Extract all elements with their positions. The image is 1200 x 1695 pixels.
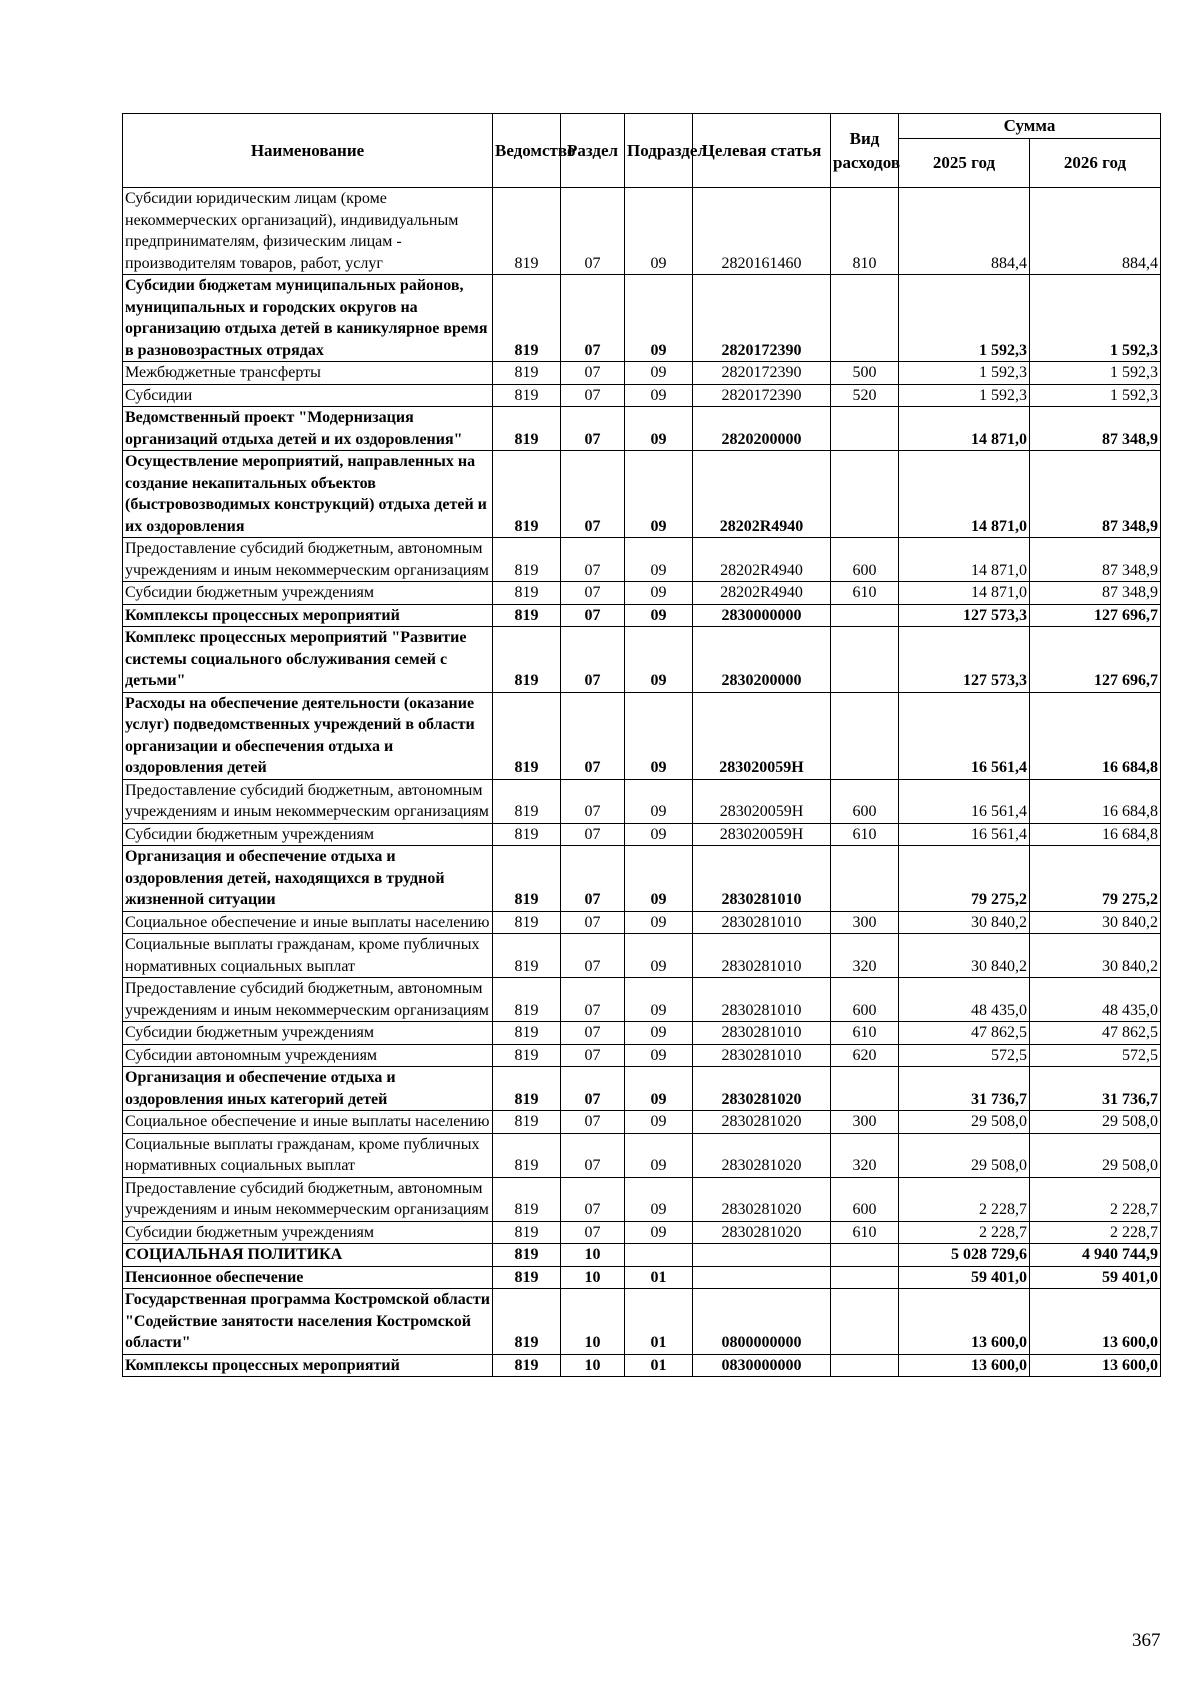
cell-name: Предоставление субсидий бюджетным, автономным учреждениям и иным некоммерческим организациям xyxy=(123,538,493,582)
cell-section: 10 xyxy=(561,1244,625,1267)
cell-sum-2026: 16 684,8 xyxy=(1030,779,1161,823)
cell-sum-2025: 47 862,5 xyxy=(899,1022,1030,1045)
cell-sum-2026: 30 840,2 xyxy=(1030,911,1161,934)
table-row xyxy=(123,1133,1161,1177)
cell-name: Организация и обеспечение отдыха и оздоровления детей, находящихся в трудной жизненной ситуации xyxy=(123,846,493,912)
cell-exp-type: 600 xyxy=(831,538,899,582)
table-row xyxy=(123,1289,1161,1355)
header-exp-type: Вид расходов xyxy=(831,114,899,188)
cell-dept: 819 xyxy=(493,911,561,934)
cell-dept: 819 xyxy=(493,823,561,846)
cell-exp-type: 600 xyxy=(831,1177,899,1221)
cell-name: Ведомственный проект "Модернизация организаций отдыха детей и их оздоровления" xyxy=(123,407,493,451)
cell-exp-type xyxy=(831,1067,899,1111)
cell-target: 2820172390 xyxy=(693,384,831,407)
table-row xyxy=(123,1266,1161,1289)
cell-exp-type: 620 xyxy=(831,1044,899,1067)
cell-target: 2830200000 xyxy=(693,627,831,693)
cell-sum-2025: 1 592,3 xyxy=(899,275,1030,362)
cell-target: 2820172390 xyxy=(693,362,831,385)
cell-exp-type xyxy=(831,451,899,538)
cell-target xyxy=(693,1244,831,1267)
cell-dept: 819 xyxy=(493,1022,561,1045)
table-row xyxy=(123,1044,1161,1067)
cell-exp-type: 320 xyxy=(831,934,899,978)
cell-subsection: 09 xyxy=(625,1133,693,1177)
cell-exp-type xyxy=(831,604,899,627)
cell-exp-type: 500 xyxy=(831,362,899,385)
header-name: Наименование xyxy=(123,114,493,188)
cell-name: Расходы на обеспечение деятельности (оказание услуг) подведомственных учреждений в области организации и обеспечения отдыха и оздоровления детей xyxy=(123,692,493,779)
cell-target: 28202R4940 xyxy=(693,582,831,605)
cell-sum-2025: 572,5 xyxy=(899,1044,1030,1067)
cell-exp-type xyxy=(831,1244,899,1267)
cell-section: 07 xyxy=(561,1044,625,1067)
budget-table-container xyxy=(122,113,1160,1377)
table-row xyxy=(123,582,1161,605)
cell-name: Субсидии автономным учреждениям xyxy=(123,1044,493,1067)
cell-dept: 819 xyxy=(493,934,561,978)
cell-dept: 819 xyxy=(493,978,561,1022)
cell-target: 2830281010 xyxy=(693,934,831,978)
cell-name: Межбюджетные трансферты xyxy=(123,362,493,385)
cell-target: 2830281010 xyxy=(693,846,831,912)
cell-target: 2830281020 xyxy=(693,1111,831,1134)
cell-subsection: 09 xyxy=(625,911,693,934)
cell-sum-2026: 31 736,7 xyxy=(1030,1067,1161,1111)
cell-target: 0800000000 xyxy=(693,1289,831,1355)
cell-section: 07 xyxy=(561,604,625,627)
cell-name: Субсидии бюджетным учреждениям xyxy=(123,823,493,846)
cell-section: 07 xyxy=(561,978,625,1022)
cell-exp-type xyxy=(831,1289,899,1355)
cell-target: 2830281020 xyxy=(693,1067,831,1111)
cell-sum-2026: 4 940 744,9 xyxy=(1030,1244,1161,1267)
cell-exp-type: 300 xyxy=(831,911,899,934)
cell-subsection xyxy=(625,1244,693,1267)
cell-sum-2025: 2 228,7 xyxy=(899,1221,1030,1244)
cell-sum-2026: 13 600,0 xyxy=(1030,1289,1161,1355)
cell-dept: 819 xyxy=(493,1289,561,1355)
cell-subsection: 01 xyxy=(625,1289,693,1355)
cell-sum-2025: 29 508,0 xyxy=(899,1133,1030,1177)
cell-sum-2026: 59 401,0 xyxy=(1030,1266,1161,1289)
cell-target: 2830281010 xyxy=(693,1044,831,1067)
cell-dept: 819 xyxy=(493,538,561,582)
table-row xyxy=(123,779,1161,823)
cell-sum-2025: 16 561,4 xyxy=(899,823,1030,846)
cell-name: Предоставление субсидий бюджетным, автономным учреждениям и иным некоммерческим организациям xyxy=(123,1177,493,1221)
cell-subsection: 09 xyxy=(625,451,693,538)
cell-target: 283020059H xyxy=(693,779,831,823)
cell-name: Субсидии xyxy=(123,384,493,407)
cell-target: 2830281020 xyxy=(693,1177,831,1221)
table-row xyxy=(123,1177,1161,1221)
cell-section: 07 xyxy=(561,911,625,934)
cell-dept: 819 xyxy=(493,1266,561,1289)
cell-exp-type: 300 xyxy=(831,1111,899,1134)
cell-sum-2025: 127 573,3 xyxy=(899,627,1030,693)
cell-sum-2026: 572,5 xyxy=(1030,1044,1161,1067)
cell-target: 2820200000 xyxy=(693,407,831,451)
cell-sum-2026: 16 684,8 xyxy=(1030,823,1161,846)
cell-sum-2025: 14 871,0 xyxy=(899,451,1030,538)
cell-name: Субсидии бюджетам муниципальных районов, муниципальных и городских округов на организацию отдыха детей в каникулярное время в разновозрастных отрядах xyxy=(123,275,493,362)
table-header xyxy=(123,114,1161,188)
cell-dept: 819 xyxy=(493,275,561,362)
table-row xyxy=(123,1244,1161,1267)
cell-subsection: 09 xyxy=(625,582,693,605)
cell-exp-type: 600 xyxy=(831,779,899,823)
cell-target: 2830281020 xyxy=(693,1221,831,1244)
cell-exp-type xyxy=(831,1354,899,1377)
table-row xyxy=(123,538,1161,582)
table-row xyxy=(123,451,1161,538)
cell-dept: 819 xyxy=(493,1244,561,1267)
cell-section: 07 xyxy=(561,1177,625,1221)
cell-section: 07 xyxy=(561,582,625,605)
cell-sum-2025: 2 228,7 xyxy=(899,1177,1030,1221)
cell-exp-type: 520 xyxy=(831,384,899,407)
cell-name: Государственная программа Костромской области "Содействие занятости населения Костромской области" xyxy=(123,1289,493,1355)
table-body xyxy=(123,188,1161,1377)
cell-name: Организация и обеспечение отдыха и оздоровления иных категорий детей xyxy=(123,1067,493,1111)
cell-sum-2025: 30 840,2 xyxy=(899,911,1030,934)
cell-target: 283020059H xyxy=(693,692,831,779)
cell-dept: 819 xyxy=(493,1221,561,1244)
cell-sum-2026: 884,4 xyxy=(1030,188,1161,275)
cell-subsection: 01 xyxy=(625,1354,693,1377)
cell-subsection: 09 xyxy=(625,1221,693,1244)
cell-sum-2025: 13 600,0 xyxy=(899,1289,1030,1355)
cell-section: 10 xyxy=(561,1266,625,1289)
cell-sum-2026: 87 348,9 xyxy=(1030,451,1161,538)
cell-sum-2026: 29 508,0 xyxy=(1030,1133,1161,1177)
cell-name: Осуществление мероприятий, направленных на создание некапитальных объектов (быстровозводимых конструкций) отдыха детей и их оздоровления xyxy=(123,451,493,538)
cell-section: 07 xyxy=(561,275,625,362)
cell-section: 07 xyxy=(561,362,625,385)
cell-subsection: 09 xyxy=(625,1067,693,1111)
cell-target: 28202R4940 xyxy=(693,538,831,582)
cell-name: Социальное обеспечение и иные выплаты населению xyxy=(123,911,493,934)
cell-section: 07 xyxy=(561,823,625,846)
cell-name: Пенсионное обеспечение xyxy=(123,1266,493,1289)
cell-sum-2026: 1 592,3 xyxy=(1030,384,1161,407)
cell-sum-2025: 16 561,4 xyxy=(899,692,1030,779)
cell-target: 2830000000 xyxy=(693,604,831,627)
cell-exp-type xyxy=(831,692,899,779)
cell-sum-2025: 1 592,3 xyxy=(899,384,1030,407)
cell-subsection: 09 xyxy=(625,823,693,846)
table-row xyxy=(123,407,1161,451)
cell-dept: 819 xyxy=(493,846,561,912)
cell-sum-2025: 31 736,7 xyxy=(899,1067,1030,1111)
cell-section: 10 xyxy=(561,1289,625,1355)
cell-sum-2026: 2 228,7 xyxy=(1030,1221,1161,1244)
cell-subsection: 09 xyxy=(625,407,693,451)
cell-subsection: 01 xyxy=(625,1266,693,1289)
cell-subsection: 09 xyxy=(625,1177,693,1221)
cell-target: 0830000000 xyxy=(693,1354,831,1377)
cell-sum-2026: 87 348,9 xyxy=(1030,407,1161,451)
cell-name: СОЦИАЛЬНАЯ ПОЛИТИКА xyxy=(123,1244,493,1267)
cell-name: Субсидии бюджетным учреждениям xyxy=(123,1221,493,1244)
cell-section: 07 xyxy=(561,627,625,693)
cell-dept: 819 xyxy=(493,1111,561,1134)
cell-sum-2025: 14 871,0 xyxy=(899,538,1030,582)
cell-subsection: 09 xyxy=(625,1022,693,1045)
cell-name: Субсидии юридическим лицам (кроме некоммерческих организаций), индивидуальным предпринимателям, физическим лицам - производителям товаров, работ, услуг xyxy=(123,188,493,275)
table-row xyxy=(123,1354,1161,1377)
cell-section: 07 xyxy=(561,692,625,779)
header-section: Раздел xyxy=(561,114,625,188)
cell-sum-2026: 87 348,9 xyxy=(1030,538,1161,582)
cell-subsection: 09 xyxy=(625,1044,693,1067)
table-row xyxy=(123,1221,1161,1244)
cell-section: 07 xyxy=(561,384,625,407)
cell-sum-2026: 127 696,7 xyxy=(1030,627,1161,693)
cell-sum-2026: 16 684,8 xyxy=(1030,692,1161,779)
cell-subsection: 09 xyxy=(625,275,693,362)
cell-section: 07 xyxy=(561,779,625,823)
cell-sum-2025: 14 871,0 xyxy=(899,407,1030,451)
cell-target: 2830281010 xyxy=(693,1022,831,1045)
cell-sum-2026: 29 508,0 xyxy=(1030,1111,1161,1134)
table-row xyxy=(123,188,1161,275)
cell-name: Комплексы процессных мероприятий xyxy=(123,1354,493,1377)
cell-sum-2025: 79 275,2 xyxy=(899,846,1030,912)
cell-sum-2025: 127 573,3 xyxy=(899,604,1030,627)
cell-target: 283020059H xyxy=(693,823,831,846)
cell-name: Социальные выплаты гражданам, кроме публичных нормативных социальных выплат xyxy=(123,1133,493,1177)
cell-section: 07 xyxy=(561,934,625,978)
cell-dept: 819 xyxy=(493,1044,561,1067)
cell-dept: 819 xyxy=(493,582,561,605)
cell-dept: 819 xyxy=(493,692,561,779)
table-row xyxy=(123,1022,1161,1045)
cell-sum-2025: 13 600,0 xyxy=(899,1354,1030,1377)
cell-exp-type: 610 xyxy=(831,823,899,846)
cell-subsection: 09 xyxy=(625,934,693,978)
cell-exp-type: 810 xyxy=(831,188,899,275)
header-2026: 2026 год xyxy=(1030,139,1161,188)
cell-target xyxy=(693,1266,831,1289)
table-row xyxy=(123,627,1161,693)
cell-sum-2025: 884,4 xyxy=(899,188,1030,275)
cell-subsection: 09 xyxy=(625,188,693,275)
header-sum: Сумма xyxy=(899,114,1161,139)
cell-dept: 819 xyxy=(493,604,561,627)
cell-target: 2820172390 xyxy=(693,275,831,362)
table-row xyxy=(123,1111,1161,1134)
cell-subsection: 09 xyxy=(625,692,693,779)
cell-sum-2025: 59 401,0 xyxy=(899,1266,1030,1289)
cell-dept: 819 xyxy=(493,407,561,451)
cell-exp-type xyxy=(831,627,899,693)
cell-sum-2026: 1 592,3 xyxy=(1030,362,1161,385)
cell-exp-type xyxy=(831,846,899,912)
cell-sum-2025: 29 508,0 xyxy=(899,1111,1030,1134)
cell-name: Комплекс процессных мероприятий "Развитие системы социального обслуживания семей с детьми" xyxy=(123,627,493,693)
cell-exp-type xyxy=(831,407,899,451)
page-number: 367 xyxy=(1132,1630,1161,1651)
cell-sum-2026: 87 348,9 xyxy=(1030,582,1161,605)
cell-sum-2026: 1 592,3 xyxy=(1030,275,1161,362)
cell-dept: 819 xyxy=(493,188,561,275)
table-row xyxy=(123,362,1161,385)
cell-sum-2026: 2 228,7 xyxy=(1030,1177,1161,1221)
cell-subsection: 09 xyxy=(625,627,693,693)
cell-sum-2025: 14 871,0 xyxy=(899,582,1030,605)
cell-section: 07 xyxy=(561,1221,625,1244)
cell-target: 28202R4940 xyxy=(693,451,831,538)
header-target: Целевая статья xyxy=(693,114,831,188)
cell-target: 2830281020 xyxy=(693,1133,831,1177)
table-row xyxy=(123,846,1161,912)
cell-exp-type xyxy=(831,1266,899,1289)
cell-exp-type: 320 xyxy=(831,1133,899,1177)
cell-section: 07 xyxy=(561,1022,625,1045)
cell-dept: 819 xyxy=(493,451,561,538)
cell-sum-2026: 30 840,2 xyxy=(1030,934,1161,978)
cell-target: 2830281010 xyxy=(693,978,831,1022)
cell-subsection: 09 xyxy=(625,604,693,627)
cell-exp-type xyxy=(831,275,899,362)
cell-section: 07 xyxy=(561,407,625,451)
cell-sum-2025: 16 561,4 xyxy=(899,779,1030,823)
cell-name: Предоставление субсидий бюджетным, автономным учреждениям и иным некоммерческим организациям xyxy=(123,779,493,823)
table-row xyxy=(123,604,1161,627)
table-row xyxy=(123,934,1161,978)
cell-sum-2026: 48 435,0 xyxy=(1030,978,1161,1022)
cell-subsection: 09 xyxy=(625,384,693,407)
cell-section: 07 xyxy=(561,451,625,538)
cell-section: 07 xyxy=(561,538,625,582)
budget-table xyxy=(122,113,1161,1377)
cell-exp-type: 610 xyxy=(831,1022,899,1045)
cell-dept: 819 xyxy=(493,1354,561,1377)
header-subsection: Подраздел xyxy=(625,114,693,188)
cell-dept: 819 xyxy=(493,1133,561,1177)
cell-name: Социальное обеспечение и иные выплаты населению xyxy=(123,1111,493,1134)
cell-exp-type: 610 xyxy=(831,1221,899,1244)
cell-sum-2026: 47 862,5 xyxy=(1030,1022,1161,1045)
cell-name: Комплексы процессных мероприятий xyxy=(123,604,493,627)
cell-exp-type: 600 xyxy=(831,978,899,1022)
table-row xyxy=(123,1067,1161,1111)
cell-sum-2025: 5 028 729,6 xyxy=(899,1244,1030,1267)
cell-dept: 819 xyxy=(493,627,561,693)
cell-subsection: 09 xyxy=(625,362,693,385)
cell-sum-2026: 127 696,7 xyxy=(1030,604,1161,627)
cell-subsection: 09 xyxy=(625,538,693,582)
cell-dept: 819 xyxy=(493,362,561,385)
cell-sum-2025: 1 592,3 xyxy=(899,362,1030,385)
cell-target: 2820161460 xyxy=(693,188,831,275)
cell-sum-2026: 79 275,2 xyxy=(1030,846,1161,912)
cell-dept: 819 xyxy=(493,779,561,823)
table-row xyxy=(123,978,1161,1022)
cell-section: 07 xyxy=(561,1133,625,1177)
cell-sum-2025: 48 435,0 xyxy=(899,978,1030,1022)
cell-subsection: 09 xyxy=(625,1111,693,1134)
cell-target: 2830281010 xyxy=(693,911,831,934)
table-row xyxy=(123,275,1161,362)
cell-name: Субсидии бюджетным учреждениям xyxy=(123,582,493,605)
table-row xyxy=(123,823,1161,846)
cell-dept: 819 xyxy=(493,384,561,407)
cell-dept: 819 xyxy=(493,1177,561,1221)
table-row xyxy=(123,384,1161,407)
cell-section: 07 xyxy=(561,1111,625,1134)
cell-subsection: 09 xyxy=(625,846,693,912)
header-dept: Ведомство xyxy=(493,114,561,188)
cell-section: 07 xyxy=(561,1067,625,1111)
cell-name: Субсидии бюджетным учреждениям xyxy=(123,1022,493,1045)
cell-exp-type: 610 xyxy=(831,582,899,605)
table-row xyxy=(123,692,1161,779)
cell-dept: 819 xyxy=(493,1067,561,1111)
cell-name: Предоставление субсидий бюджетным, автономным учреждениям и иным некоммерческим организациям xyxy=(123,978,493,1022)
cell-name: Социальные выплаты гражданам, кроме публичных нормативных социальных выплат xyxy=(123,934,493,978)
cell-section: 07 xyxy=(561,846,625,912)
cell-section: 10 xyxy=(561,1354,625,1377)
cell-subsection: 09 xyxy=(625,978,693,1022)
table-row xyxy=(123,911,1161,934)
header-2025: 2025 год xyxy=(899,139,1030,188)
cell-sum-2025: 30 840,2 xyxy=(899,934,1030,978)
cell-subsection: 09 xyxy=(625,779,693,823)
cell-sum-2026: 13 600,0 xyxy=(1030,1354,1161,1377)
cell-section: 07 xyxy=(561,188,625,275)
